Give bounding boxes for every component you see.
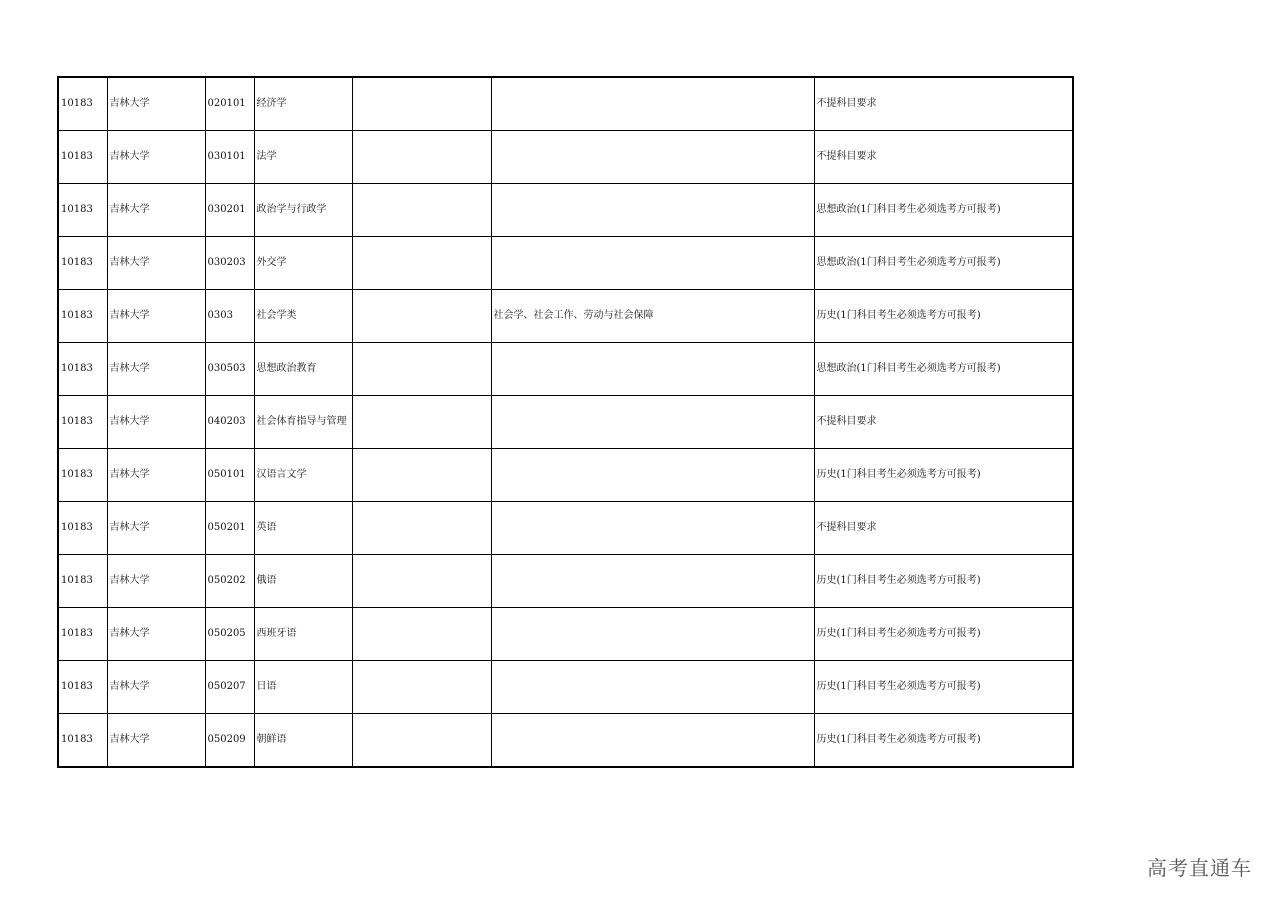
school-name-cell: 吉林大学 xyxy=(107,555,205,608)
included-majors-cell xyxy=(491,343,814,396)
major-name-cell: 法学 xyxy=(254,131,352,184)
table-body xyxy=(58,77,1073,767)
subject-requirement-cell: 不提科目要求 xyxy=(814,396,1073,449)
major-code-cell: 050209 xyxy=(205,714,254,768)
blank-cell xyxy=(352,502,491,555)
school-name-cell: 吉林大学 xyxy=(107,237,205,290)
included-majors-cell xyxy=(491,131,814,184)
table-row xyxy=(58,131,1073,184)
table-row xyxy=(58,184,1073,237)
school-code-cell: 10183 xyxy=(58,77,107,131)
major-name-cell: 日语 xyxy=(254,661,352,714)
included-majors-cell xyxy=(491,449,814,502)
school-code-cell: 10183 xyxy=(58,396,107,449)
watermark-text: 高考直通车 xyxy=(1147,856,1252,880)
blank-cell xyxy=(352,396,491,449)
table-row xyxy=(58,608,1073,661)
major-code-cell: 040203 xyxy=(205,396,254,449)
subject-requirement-cell: 思想政治(1门科目考生必须选考方可报考) xyxy=(814,237,1073,290)
included-majors-cell xyxy=(491,555,814,608)
included-majors-cell xyxy=(491,714,814,768)
major-name-cell: 经济学 xyxy=(254,77,352,131)
subject-requirement-cell: 不提科目要求 xyxy=(814,502,1073,555)
major-code-cell: 050201 xyxy=(205,502,254,555)
blank-cell xyxy=(352,661,491,714)
included-majors-cell xyxy=(491,184,814,237)
major-code-cell: 050207 xyxy=(205,661,254,714)
major-code-cell: 030503 xyxy=(205,343,254,396)
school-code-cell: 10183 xyxy=(58,131,107,184)
school-code-cell: 10183 xyxy=(58,290,107,343)
school-name-cell: 吉林大学 xyxy=(107,184,205,237)
major-code-cell: 020101 xyxy=(205,77,254,131)
school-code-cell: 10183 xyxy=(58,184,107,237)
school-code-cell: 10183 xyxy=(58,343,107,396)
school-code-cell: 10183 xyxy=(58,449,107,502)
school-name-cell: 吉林大学 xyxy=(107,290,205,343)
major-name-cell: 汉语言文学 xyxy=(254,449,352,502)
school-name-cell: 吉林大学 xyxy=(107,502,205,555)
subject-requirement-cell: 历史(1门科目考生必须选考方可报考) xyxy=(814,661,1073,714)
table-row xyxy=(58,555,1073,608)
table-row xyxy=(58,396,1073,449)
subject-requirement-cell: 思想政治(1门科目考生必须选考方可报考) xyxy=(814,184,1073,237)
school-name-cell: 吉林大学 xyxy=(107,396,205,449)
school-name-cell: 吉林大学 xyxy=(107,343,205,396)
table-row xyxy=(58,502,1073,555)
blank-cell xyxy=(352,714,491,768)
subject-requirement-cell: 历史(1门科目考生必须选考方可报考) xyxy=(814,608,1073,661)
school-name-cell: 吉林大学 xyxy=(107,77,205,131)
table-row xyxy=(58,237,1073,290)
school-name-cell: 吉林大学 xyxy=(107,608,205,661)
school-name-cell: 吉林大学 xyxy=(107,131,205,184)
blank-cell xyxy=(352,608,491,661)
included-majors-cell xyxy=(491,396,814,449)
blank-cell xyxy=(352,131,491,184)
school-code-cell: 10183 xyxy=(58,237,107,290)
included-majors-cell: 社会学、社会工作、劳动与社会保障 xyxy=(491,290,814,343)
subject-requirement-cell: 思想政治(1门科目考生必须选考方可报考) xyxy=(814,343,1073,396)
major-code-cell: 0303 xyxy=(205,290,254,343)
subject-requirement-cell: 不提科目要求 xyxy=(814,131,1073,184)
major-code-cell: 030101 xyxy=(205,131,254,184)
table-row xyxy=(58,714,1073,768)
included-majors-cell xyxy=(491,661,814,714)
subject-requirement-cell: 历史(1门科目考生必须选考方可报考) xyxy=(814,555,1073,608)
major-code-cell: 050205 xyxy=(205,608,254,661)
major-name-cell: 朝鲜语 xyxy=(254,714,352,768)
school-name-cell: 吉林大学 xyxy=(107,449,205,502)
included-majors-cell xyxy=(491,608,814,661)
school-code-cell: 10183 xyxy=(58,608,107,661)
school-name-cell: 吉林大学 xyxy=(107,661,205,714)
included-majors-cell xyxy=(491,502,814,555)
table-row xyxy=(58,77,1073,131)
subject-requirement-cell: 历史(1门科目考生必须选考方可报考) xyxy=(814,714,1073,768)
school-code-cell: 10183 xyxy=(58,502,107,555)
subject-requirement-cell: 历史(1门科目考生必须选考方可报考) xyxy=(814,449,1073,502)
major-name-cell: 俄语 xyxy=(254,555,352,608)
table-row xyxy=(58,449,1073,502)
major-name-cell: 社会体育指导与管理 xyxy=(254,396,352,449)
major-code-cell: 030201 xyxy=(205,184,254,237)
major-name-cell: 外交学 xyxy=(254,237,352,290)
blank-cell xyxy=(352,184,491,237)
table-row xyxy=(58,661,1073,714)
blank-cell xyxy=(352,237,491,290)
included-majors-cell xyxy=(491,77,814,131)
included-majors-cell xyxy=(491,237,814,290)
major-name-cell: 社会学类 xyxy=(254,290,352,343)
major-name-cell: 思想政治教育 xyxy=(254,343,352,396)
school-code-cell: 10183 xyxy=(58,661,107,714)
blank-cell xyxy=(352,77,491,131)
major-name-cell: 政治学与行政学 xyxy=(254,184,352,237)
school-name-cell: 吉林大学 xyxy=(107,714,205,768)
major-code-cell: 030203 xyxy=(205,237,254,290)
major-code-cell: 050202 xyxy=(205,555,254,608)
subject-requirement-cell: 不提科目要求 xyxy=(814,77,1073,131)
blank-cell xyxy=(352,343,491,396)
blank-cell xyxy=(352,449,491,502)
school-code-cell: 10183 xyxy=(58,714,107,768)
blank-cell xyxy=(352,290,491,343)
major-name-cell: 西班牙语 xyxy=(254,608,352,661)
subject-requirement-cell: 历史(1门科目考生必须选考方可报考) xyxy=(814,290,1073,343)
major-code-cell: 050101 xyxy=(205,449,254,502)
table-row xyxy=(58,343,1073,396)
table-row xyxy=(58,290,1073,343)
blank-cell xyxy=(352,555,491,608)
school-code-cell: 10183 xyxy=(58,555,107,608)
requirements-table xyxy=(57,76,1074,768)
major-name-cell: 英语 xyxy=(254,502,352,555)
